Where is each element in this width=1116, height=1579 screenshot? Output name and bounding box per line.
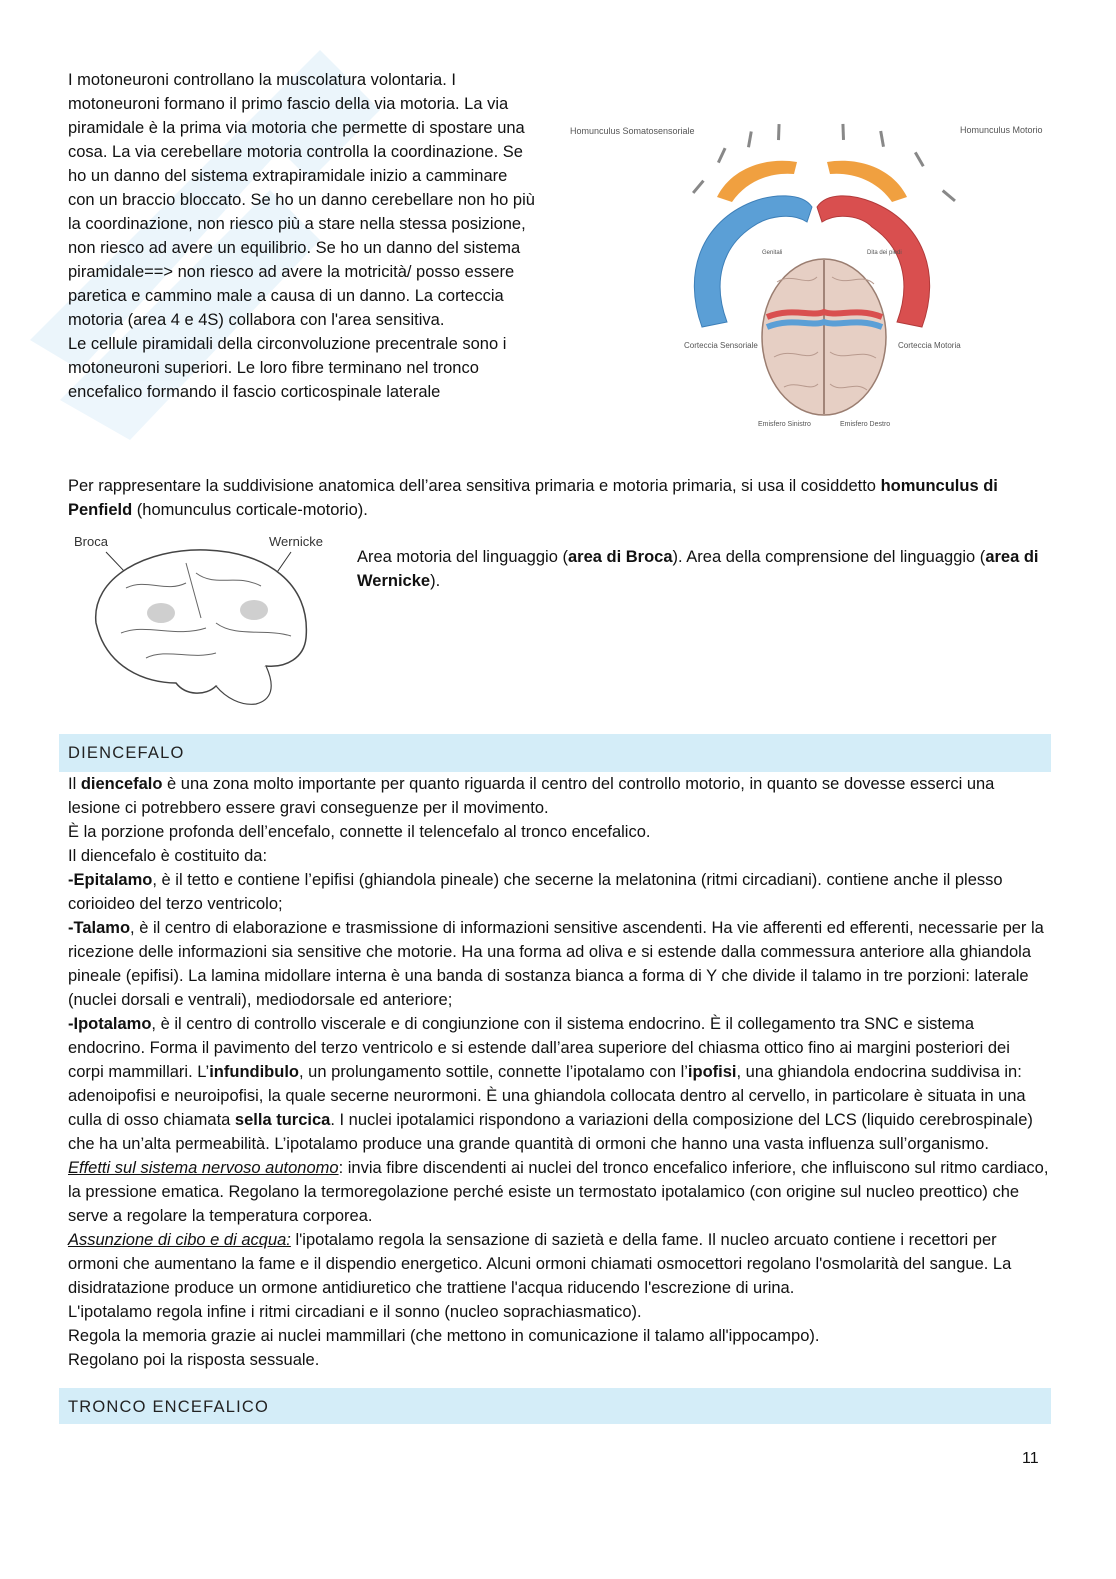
page-number: 11 xyxy=(1022,1450,1039,1467)
section-header-tronco-encefalico: TRONCO ENCEFALICO xyxy=(59,1388,1051,1424)
label-corteccia-motoria: Corteccia Motoria xyxy=(898,341,961,350)
dienc-line-3: Il diencefalo è costituito da: xyxy=(68,847,268,865)
intro-paragraph-2: Le cellule piramidali della circonvoluzione precentrale sono i motoneuroni superiori. Le loro fibre terminano nel tronco encefalico formando il fascio corticospinale laterale xyxy=(68,335,507,401)
homunculus-somatosensory-title: Homunculus Somatosensoriale xyxy=(570,126,695,136)
broca-wernicke-figure xyxy=(66,528,338,708)
dienc-sessuale: Regolano poi la risposta sessuale. xyxy=(68,1351,320,1369)
homunculus-motor-title: Homunculus Motorio xyxy=(960,125,1043,135)
label-genitali: Genitali xyxy=(762,250,783,256)
dienc-intro: Il diencefalo è una zona molto importante per quanto riguarda il centro del controllo motorio, in quanto se dovesse esserci una lesione ci potrebbero essere gravi conseguenze per il movimento. xyxy=(68,775,995,817)
intro-text xyxy=(68,68,538,404)
dienc-effetti: Effetti sul sistema nervoso autonomo: invia fibre discendenti ai nuclei del tronco encefalico inferiore, che influiscono sul ritmo cardiaco, la pressione ematica. Regolano la termoregolazione perché esiste un termostato ipotalamico (con origine sul nucleo preottico) che serve a regolare la temperatura corporea. xyxy=(68,1159,1049,1225)
dienc-epitalamo: -Epitalamo, è il tetto e contiene l’epifisi (ghiandola pineale) che secerne la melatonina (ritmi circadiani). contiene anche il plesso corioideo del terzo ventricolo; xyxy=(68,871,1003,913)
label-dita-piedi: Dita dei piedi xyxy=(867,250,902,256)
dienc-circadiani: L'ipotalamo regola infine i ritmi circadiani e il sonno (nucleo soprachiasmatico). xyxy=(68,1303,642,1321)
homunculus-figure xyxy=(562,112,1062,437)
language-areas-paragraph: Area motoria del linguaggio (area di Broca). Area della comprensione del linguaggio (area di Wernicke). xyxy=(357,548,1039,590)
dienc-line-2: È la porzione profonda dell’encefalo, connette il telencefalo al tronco encefalico. xyxy=(68,823,651,841)
label-broca: Broca xyxy=(74,534,108,549)
dienc-memoria: Regola la memoria grazie ai nuclei mammillari (che mettono in comunicazione il talamo all'ippocampo). xyxy=(68,1327,820,1345)
dienc-talamo: -Talamo, è il centro di elaborazione e trasmissione di informazioni sensitive ascendenti. Ha vie afferenti ed efferenti, necessarie per la ricezione delle informazioni sia sensitive che motorie. Ha una forma ad oliva e si estende dalla commessura anteriore alla ghiandola pineale (epifisi). La lamina midollare interna è una banda di sostanza bianca a forma di Y che divide il talamo in tre porzioni: laterale (nuclei dorsali e ventrali), mediodorsale ed anteriore; xyxy=(68,919,1044,1009)
dienc-assunzione: Assunzione di cibo e di acqua: l'ipotalamo regola la sensazione di sazietà e della fame. Il nucleo arcuato contiene i recettori per ormoni che aumentano la fame e il dispendio energetico. Alcuni ormoni chiamati osmocettori regolano l'osmolarità del sangue. La disidratazione produce un ormone antidiuretico che trattiene l'acqua riducendo l'escrezione di urina. xyxy=(68,1231,1012,1297)
label-emisfero-sinistro: Emisfero Sinistro xyxy=(758,421,811,428)
brain-side-view xyxy=(96,550,307,693)
dienc-ipotalamo: -Ipotalamo, è il centro di controllo viscerale e di congiunzione con il sistema endocrino. È il collegamento tra SNC e sistema endocrino. Forma il pavimento del terzo ventricolo e si estende dall’area superiore del chiasma ottico fino ai margini posteriori dei corpi mammillari. L’infundibulo, un prolungamento sottile, connette l’ipotalamo con l’ipofisi, una ghiandola endocrina suddivisa in: adenoipofisi e neuroipofisi, la quale secerne neurormoni. È una ghiandola collocata dentro al cervello, in particolare è situata in una culla di osso chiamata sella turcica. I nuclei ipotalamici rispondono a variazioni della composizione del LCS (liquido cerebrospinale) che ha un’alta permeabilità. L’ipotalamo produce una grande quantità di ormoni che hanno una vasta influenza sull’organismo. xyxy=(68,1015,1033,1153)
label-corteccia-sensoriale: Corteccia Sensoriale xyxy=(684,341,758,350)
label-emisfero-destro: Emisfero Destro xyxy=(840,421,891,428)
homunculus-paragraph: Per rappresentare la suddivisione anatomica dell’area sensitiva primaria e motoria primaria, si usa il cosiddetto homunculus di Penfield (homunculus corticale-motorio). xyxy=(68,477,998,519)
intro-paragraph-1: I motoneuroni controllano la muscolatura volontaria. I motoneuroni formano il primo fascio della via motoria. La via piramidale è la prima via motoria che permette di spostare una cosa. La via cerebellare motoria controlla la coordinazione. Se ho un danno del sistema extrapiramidale inizio a camminare con un braccio bloccato. Se ho un danno cerebellare non ho più la coordinazione, non riesco più a stare nella stessa posizione, non riesco ad avere un equilibrio. Se ho un danno del sistema piramidale==> non riesco ad avere la motricità/ posso essere paretica e cammino male a causa di un danno. La corteccia motoria (area 4 e 4S) collabora con l'area sensitiva. xyxy=(68,71,535,329)
label-wernicke: Wernicke xyxy=(269,534,323,549)
diencefalo-text xyxy=(68,772,1050,1372)
section-header-diencefalo: DIENCEFALO xyxy=(59,734,1051,772)
